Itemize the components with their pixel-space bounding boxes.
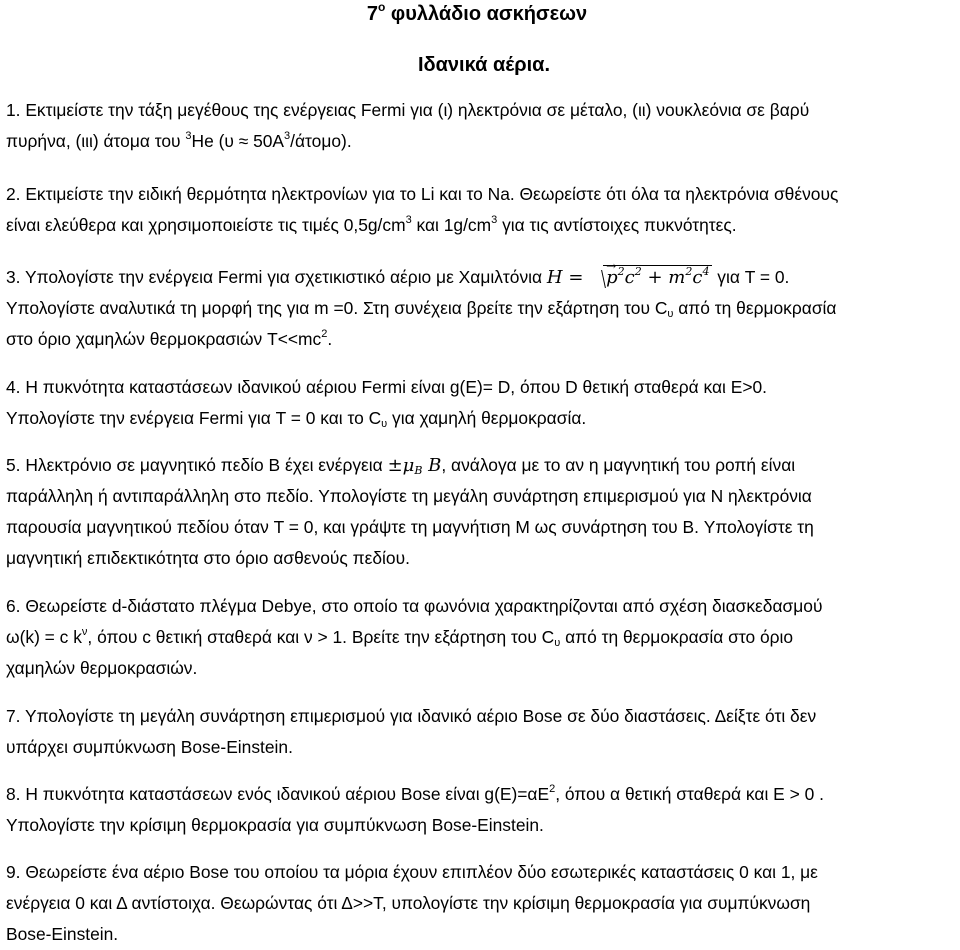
exercise-4-line-1: 4. Η πυκνότητα καταστάσεων ιδανικού αέριου Fermi είναι g(E)= D, όπου D θετική σταθερά και E>0.	[6, 377, 767, 397]
math-symbol: ±μ	[387, 455, 415, 476]
exercise-9-line-1: 9. Θεωρείστε ένα αέριο Bose του οποίου τα μόρια έχουν επιπλέον δύο εσωτερικές καταστάσεις 0 και 1, με	[6, 862, 818, 882]
text: 5. Ηλεκτρόνιο σε μαγνητικό πεδίο B έχει ενέργεια	[6, 455, 388, 475]
superscript: ν	[81, 626, 88, 638]
text: , όπου α θετική σταθερά και E > 0 .	[555, 784, 824, 804]
exercise-6	[6, 591, 956, 684]
exercise-3	[6, 262, 956, 355]
math-symbol: c	[692, 267, 703, 288]
exercise-7-line-1: 7. Υπολογίστε τη μεγάλη συνάρτηση επιμερισμού για ιδανικό αέριο Bose σε δύο διαστάσεις. Δείξτε ότι δεν	[6, 706, 817, 726]
superscript: 2	[321, 328, 328, 340]
text: Υπολογίστε αναλυτικά τη μορφή της για m =0. Στη συνέχεια βρείτε την εξάρτηση του C	[6, 298, 668, 318]
superscript: 2	[685, 265, 693, 278]
subscript: υ	[667, 308, 674, 320]
text: για T = 0.	[712, 267, 790, 287]
text: από τη θερμοκρασία	[673, 298, 837, 318]
exercise-5-line-2: παράλληλη ή αντιπαράλληλη στο πεδίο. Υπολογίστε τη μεγάλη συνάρτηση επιμερισμού για N ηλεκτρόνια	[6, 486, 812, 506]
sheet-number: 7	[366, 3, 378, 25]
exercise-2-line-2	[6, 210, 956, 241]
exercise-3-line-1	[6, 262, 956, 293]
exercise-3-line-3	[6, 324, 956, 355]
math-symbol: =	[562, 267, 590, 288]
superscript: 2	[634, 265, 642, 278]
superscript: 2	[549, 783, 556, 795]
text: /άτομο).	[290, 131, 352, 151]
exercise-9	[6, 857, 956, 950]
sheet-title-text: φυλλάδιο ασκήσεων	[385, 3, 588, 25]
superscript: 2	[617, 265, 625, 278]
exercise-2	[6, 179, 956, 241]
text: , όπου c θετική σταθερά και ν > 1. Βρείτε την εξάρτηση του C	[87, 627, 555, 647]
text: He (υ ≈ 50A	[191, 131, 285, 151]
exercise-5-line-4: μαγνητική επιδεκτικότητα στο όριο ασθενούς πεδίου.	[6, 548, 410, 568]
text: 8. Η πυκνότητα καταστάσεων ενός ιδανικού αέριου Bose είναι g(E)=αE	[6, 784, 550, 804]
text: , ανάλογα με το αν η μαγνητική του ροπή είναι	[441, 455, 796, 475]
square-root	[591, 262, 712, 293]
exercise-9-line-2: ενέργεια 0 και Δ αντίστοιχα. Θεωρώντας ότι Δ>>T, υπολογίστε την κρίσιμη θερμοκρασία για συμπύκνωση	[6, 893, 811, 913]
subscript: υ	[554, 637, 561, 649]
superscript: 3	[185, 130, 192, 142]
text: για χαμηλή θερμοκρασία.	[387, 408, 587, 428]
vector-p: → p	[606, 266, 618, 290]
math-symbol: c	[624, 267, 635, 288]
exercise-5-line-3: παρουσία μαγνητικού πεδίου όταν T = 0, και γράψτε τη μαγνήτιση M ως συνάρτηση του B. Υπολογίστε τη	[6, 517, 814, 537]
exercise-5-line-1	[6, 450, 956, 481]
subscript: υ	[381, 418, 388, 430]
subscript: B	[414, 464, 423, 477]
superscript: 4	[702, 265, 710, 278]
text: από τη θερμοκρασία στο όριο	[560, 627, 794, 647]
math-symbol: H	[546, 267, 563, 288]
superscript: 3	[284, 130, 291, 142]
exercise-1-line-2	[6, 126, 956, 157]
exercise-6-line-3: χαμηλών θερμοκρασιών.	[6, 658, 198, 678]
sheet-number-superscript: ο	[377, 0, 386, 14]
text: πυρήνα, (ιιι) άτομα του	[6, 131, 186, 151]
hamiltonian-formula	[547, 267, 713, 288]
text: 3. Υπολογίστε την ενέργεια Fermi για σχετικιστικό αέριο με Χαμιλτόνια	[6, 267, 547, 287]
section-title: Ιδανικά αέρια.	[417, 54, 551, 76]
exercise-4-line-2	[6, 403, 956, 434]
exercise-3-line-2	[6, 293, 956, 324]
text: Υπολογίστε την ενέργεια Fermi για T = 0 και το C	[6, 408, 382, 428]
exercise-1	[6, 95, 956, 157]
exercise-8-line-1	[6, 779, 956, 810]
exercise-8	[6, 779, 956, 841]
text: στο όριο χαμηλών θερμοκρασιών T<<mc	[6, 329, 322, 349]
text: για τις αντίστοιχες πυκνότητες.	[497, 215, 737, 235]
exercise-6-line-2	[6, 622, 956, 653]
exercise-9-line-3: Bose-Einstein.	[6, 924, 119, 944]
exercise-7	[6, 701, 956, 763]
text: είναι ελεύθερα και χρησιμοποιείστε τις τιμές 0,5g/cm	[6, 215, 406, 235]
superscript: 3	[491, 214, 498, 226]
text: ω(k) = c k	[6, 627, 82, 647]
exercise-1-line-1: 1. Εκτιμείστε την τάξη μεγέθους της ενέργειας Fermi για (ι) ηλεκτρόνια σε μέταλο, (ιι) νουκλεόνια σε βαρύ	[6, 100, 810, 120]
exercise-7-line-2: υπάρχει συμπύκνωση Bose-Einstein.	[6, 737, 293, 757]
exercise-2-line-1: 2. Εκτιμείστε την ειδική θερμότητα ηλεκτρονίων για το Li και το Na. Θεωρείστε ότι όλα τα ηλεκτρόνια σθένους	[6, 184, 839, 204]
text: και 1g/cm	[411, 215, 492, 235]
square-root-body	[603, 265, 712, 290]
exercise-6-line-1: 6. Θεωρείστε d-διάστατο πλέγμα Debye, στο οποίο τα φωνόνια χαρακτηρίζονται από σχέση διασκεδασμού	[6, 596, 823, 616]
magnetic-energy-formula	[388, 455, 442, 476]
exercise-8-line-2: Υπολογίστε την κρίσιμη θερμοκρασία για συμπύκνωση Bose-Einstein.	[6, 815, 544, 835]
exercise-4	[6, 372, 956, 434]
text: .	[327, 329, 333, 349]
superscript: 3	[405, 214, 412, 226]
exercise-5	[6, 450, 956, 574]
math-symbol: + m	[641, 267, 686, 288]
sheet-title	[0, 2, 957, 26]
math-symbol: B	[422, 455, 442, 476]
